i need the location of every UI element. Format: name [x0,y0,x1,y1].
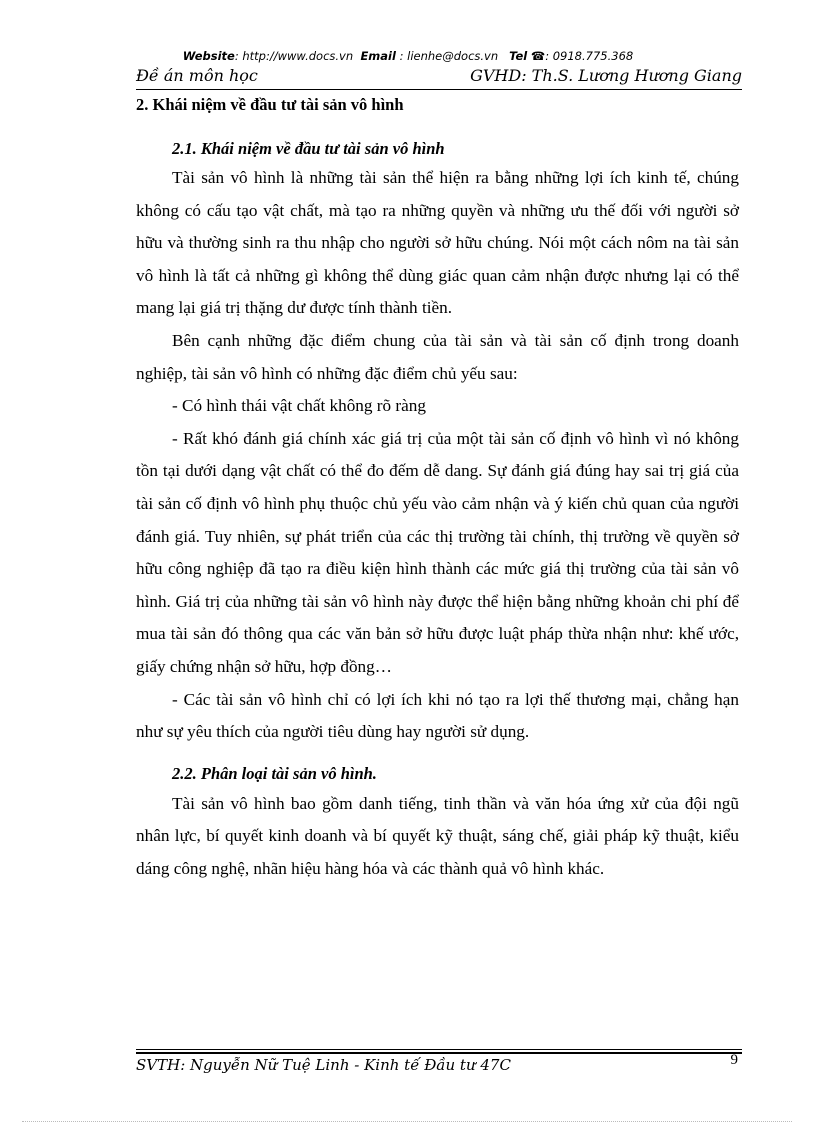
site-contact-line [0,49,816,63]
tel-label: Tel [509,49,528,63]
page-footer [136,1052,742,1078]
paragraph-3: Tài sản vô hình bao gồm danh tiếng, tinh thần và văn hóa ứng xử của đội ngũ nhân lực, bí quyết kinh doanh và bí quyết kỹ thuật, sáng chế, giải pháp kỹ thuật, kiểu dáng công nghệ, nhãn hiệu hàng hóa và các thành quả vô hình khác. [136,793,739,878]
page-number: 9 [730,1052,738,1068]
header-rule [136,89,742,90]
bullet-2: - Rất khó đánh giá chính xác giá trị của một tài sản cố định vô hình vì nó không tồn tại dưới dạng vật chất có thể đo đếm dễ dang. Sự đánh giá đúng hay sai trị giá của tài sản cố định vô hình phụ thuộc chủ yếu vào cảm nhận và ý kiến chủ quan của người đánh giá. Tuy nhiên, sự phát triển của các thị trường tài chính, thị trường về quyền sở hữu công nghiệp đã tạo ra điều kiện hình thành các mức giá thị trường của tài sản vô hình. Giá trị của những tài sản vô hình này được thể hiện bằng những khoản chi phí để mua tài sản đó thông qua các văn bản sở hữu được luật pháp thừa nhận như: khế ước, giấy chứng nhận sở hữu, hợp đồng… [136,428,739,676]
paragraph-2: Bên cạnh những đặc điểm chung của tài sản và tài sản cố định trong doanh nghiệp, tài sản vô hình có những đặc điểm chủ yếu sau: [136,330,739,383]
header-supervisor: GVHD: Th.S. Lương Hương Giang [470,66,742,85]
page-edge-divider [22,1121,792,1122]
document-body [136,94,739,885]
header-course: Đề án môn học [136,66,258,85]
email-label: Email [360,49,396,63]
footer-student: SVTH: Nguyễn Nữ Tuệ Linh - Kinh tế Đầu tư 47C [136,1056,511,1074]
footer-rule-thick [136,1052,742,1054]
subsection-title-2: 2.2. Phân loại tài sản vô hình. [172,763,377,783]
bullet-1: - Có hình thái vật chất không rõ ràng [172,396,426,416]
email-value: : lienhe@docs.vn [395,49,499,63]
website-value: : http://www.docs.vn [234,49,354,63]
phone-icon: ☎ [530,49,546,63]
bullet-3: - Các tài sản vô hình chỉ có lợi ích khi nó tạo ra lợi thế thương mại, chẳng hạn như sự yêu thích của người tiêu dùng hay người sử dụng. [136,689,739,742]
section-title: 2. Khái niệm về đầu tư tài sản vô hình [136,95,404,114]
paragraph-1: Tài sản vô hình là những tài sản thể hiện ra bằng những lợi ích kinh tế, chúng không có cấu tạo vật chất, mà tạo ra những quyền và những ưu thế đối với người sở hữu và thường sinh ra thu nhập cho người sở hữu chúng. Nói một cách nôm na tài sản vô hình là tất cả những gì không thể dùng giác quan cảm nhận được nhưng lại có thể mang lại giá trị thặng dư được tính thành tiền. [136,168,739,318]
tel-value: : 0918.775.368 [545,49,634,63]
subsection-title-1: 2.1. Khái niệm về đầu tư tài sản vô hình [172,139,445,158]
website-label: Website [182,49,235,63]
footer-rule-thin [136,1049,742,1050]
page-header [136,66,742,88]
